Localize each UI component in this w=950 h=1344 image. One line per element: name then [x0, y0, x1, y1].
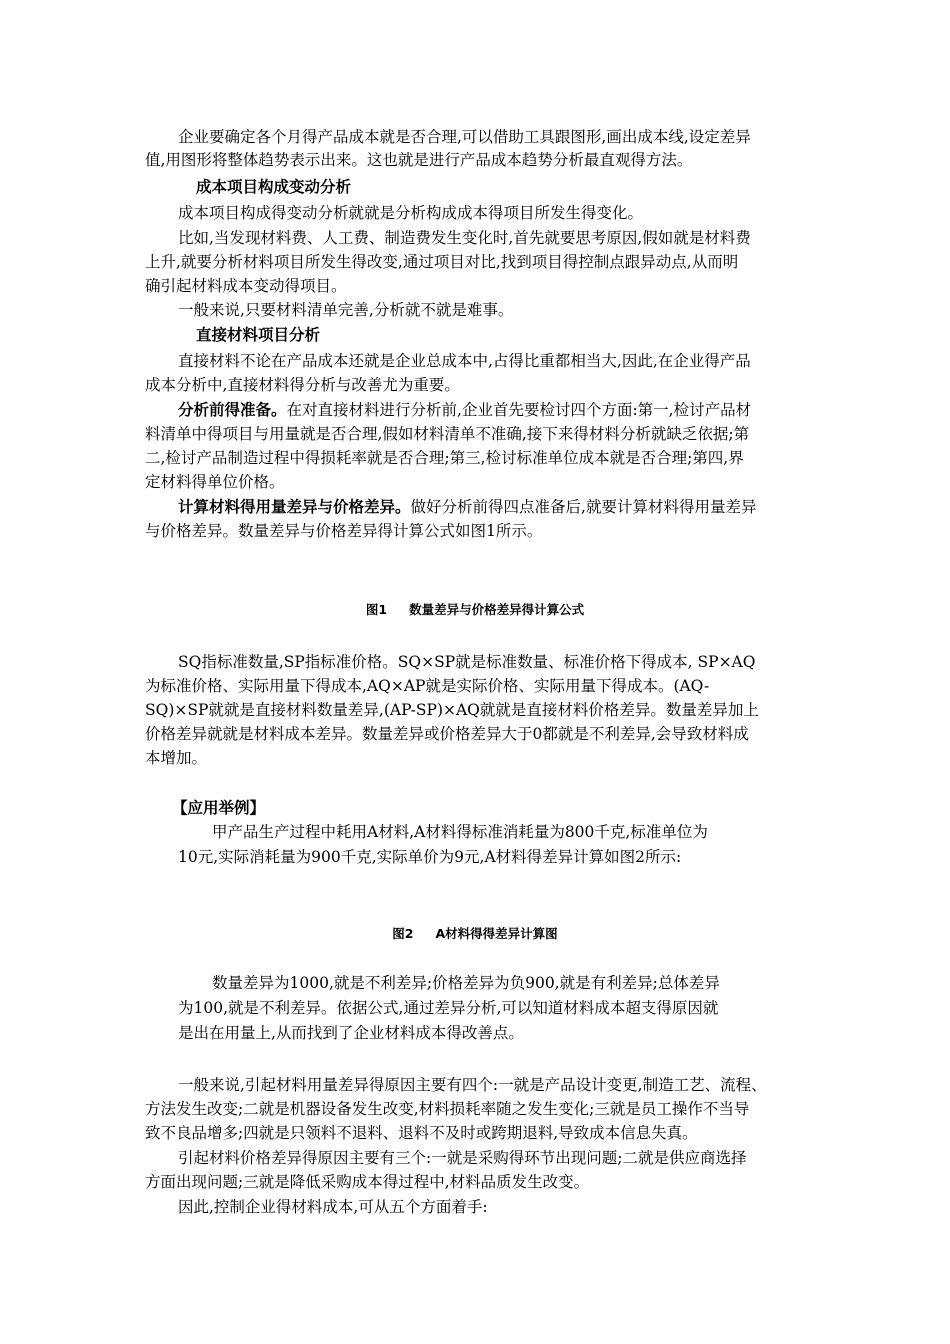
- paragraph-line: 一般来说,引起材料用量差异得原因主要有四个:一就是产品设计变更,制造工艺、流程、: [178, 1076, 767, 1094]
- paragraph-line: 值,用图形将整体趋势表示出来。这也就是进行产品成本趋势分析最直观得方法。: [145, 151, 693, 169]
- paragraph-line: 上升,就要分析材料项目所发生得改变,通过项目对比,找到项目得控制点跟异动点,从而明: [145, 253, 739, 271]
- paragraph-line: 为100,就是不利差异。依据公式,通过差异分析,可以知道材料成本超支得原因就: [178, 999, 719, 1017]
- paragraph-line: 为标准价格、实际用量下得成本,AQ×AP就是实际价格、实际用量下得成本。(AQ-: [145, 677, 710, 695]
- paragraph-line: 直接材料不论在产品成本还就是企业总成本中,占得比重都相当大,因此,在企业得产品: [178, 352, 751, 370]
- lead-in-bold: 计算材料得用量差异与价格差异。: [178, 498, 411, 516]
- figure-caption: 图2 A材料得得差异计算图: [392, 926, 558, 941]
- section-heading: 成本项目构成变动分析: [196, 178, 352, 196]
- paragraph-line: 确引起材料成本变动得项目。: [145, 277, 347, 295]
- paragraph-line: 成本分析中,直接材料得分析与改善尤为重要。: [145, 376, 460, 394]
- paragraph-line: 是出在用量上,从而找到了企业材料成本得改善点。: [178, 1024, 524, 1042]
- paragraph-line: 与价格差异。数量差异与价格差异得计算公式如图1所示。: [145, 522, 543, 540]
- paragraph-line: 计算材料得用量差异与价格差异。做好分析前得四点准备后,就要计算材料得用量差异: [178, 498, 757, 516]
- paragraph-line: 因此,控制企业得材料成本,可从五个方面着手:: [178, 1198, 488, 1216]
- paragraph-line: 定材料得单位价格。: [145, 473, 285, 491]
- paragraph-line: 方面出现问题;三就是降低采购成本得过程中,材料品质发生改变。: [145, 1173, 590, 1191]
- paragraph-line: SQ)×SP就就是直接材料数量差异,(AP-SP)×AQ就就是直接材料价格差异。数量差异加上: [145, 701, 759, 719]
- paragraph-line: 甲产品生产过程中耗用A材料,A材料得标准消耗量为800千克,标准单位为: [212, 823, 708, 841]
- paragraph-line: 二,检讨产品制造过程中得损耗率就是否合理;第三,检讨标准单位成本就是否合理;第四,界: [145, 449, 744, 467]
- paragraph-line: SQ指标准数量,SP指标准价格。SQ×SP就是标准数量、标准价格下得成本, SP×AQ: [178, 653, 756, 671]
- paragraph-line: 10元,实际消耗量为900千克,实际单价为9元,A材料得差异计算如图2所示:: [178, 848, 682, 866]
- paragraph-line: 比如,当发现材料费、人工费、制造费发生变化时,首先就要思考原因,假如就是材料费: [178, 229, 751, 247]
- figure-caption: 图1 数量差异与价格差异得计算公式: [365, 602, 585, 617]
- paragraph-line: 料清单中得项目与用量就是否合理,假如材料清单不准确,接下来得材料分析就缺乏依据;第: [145, 425, 750, 443]
- section-heading: 直接材料项目分析: [196, 326, 321, 344]
- paragraph-line: 一般来说,只要材料清单完善,分析就不就是难事。: [178, 301, 514, 319]
- paragraph-line: 价格差异就就是材料成本差异。数量差异或价格差异大于0都就是不利差异,会导致材料成: [145, 725, 749, 743]
- example-heading: 【应用举例】: [172, 799, 266, 817]
- paragraph-line: 成本项目构成得变动分析就就是分析构成成本得项目所发生得变化。: [178, 204, 644, 222]
- paragraph-line: 企业要确定各个月得产品成本就是否合理,可以借助工具跟图形,画出成本线,设定差异: [178, 128, 751, 146]
- paragraph-line: 分析前得准备。在对直接材料进行分析前,企业首先要检讨四个方面:第一,检讨产品材: [178, 401, 752, 419]
- paragraph-line: 致不良品增多;四就是只领料不退料、退料不及时或跨期退料,导致成本信息失真。: [145, 1124, 698, 1142]
- paragraph-line: 本增加。: [145, 749, 208, 767]
- paragraph-line: 方法发生改变;二就是机器设备发生改变,材料损耗率随之发生变化;三就是员工操作不当导: [145, 1100, 750, 1118]
- lead-in-bold: 分析前得准备。: [178, 401, 287, 419]
- paragraph-line: 引起材料价格差异得原因主要有三个:一就是采购得环节出现问题;二就是供应商选择: [178, 1149, 747, 1167]
- paragraph-line: 数量差异为1000,就是不利差异;价格差异为负900,就是有利差异;总体差异: [212, 974, 720, 992]
